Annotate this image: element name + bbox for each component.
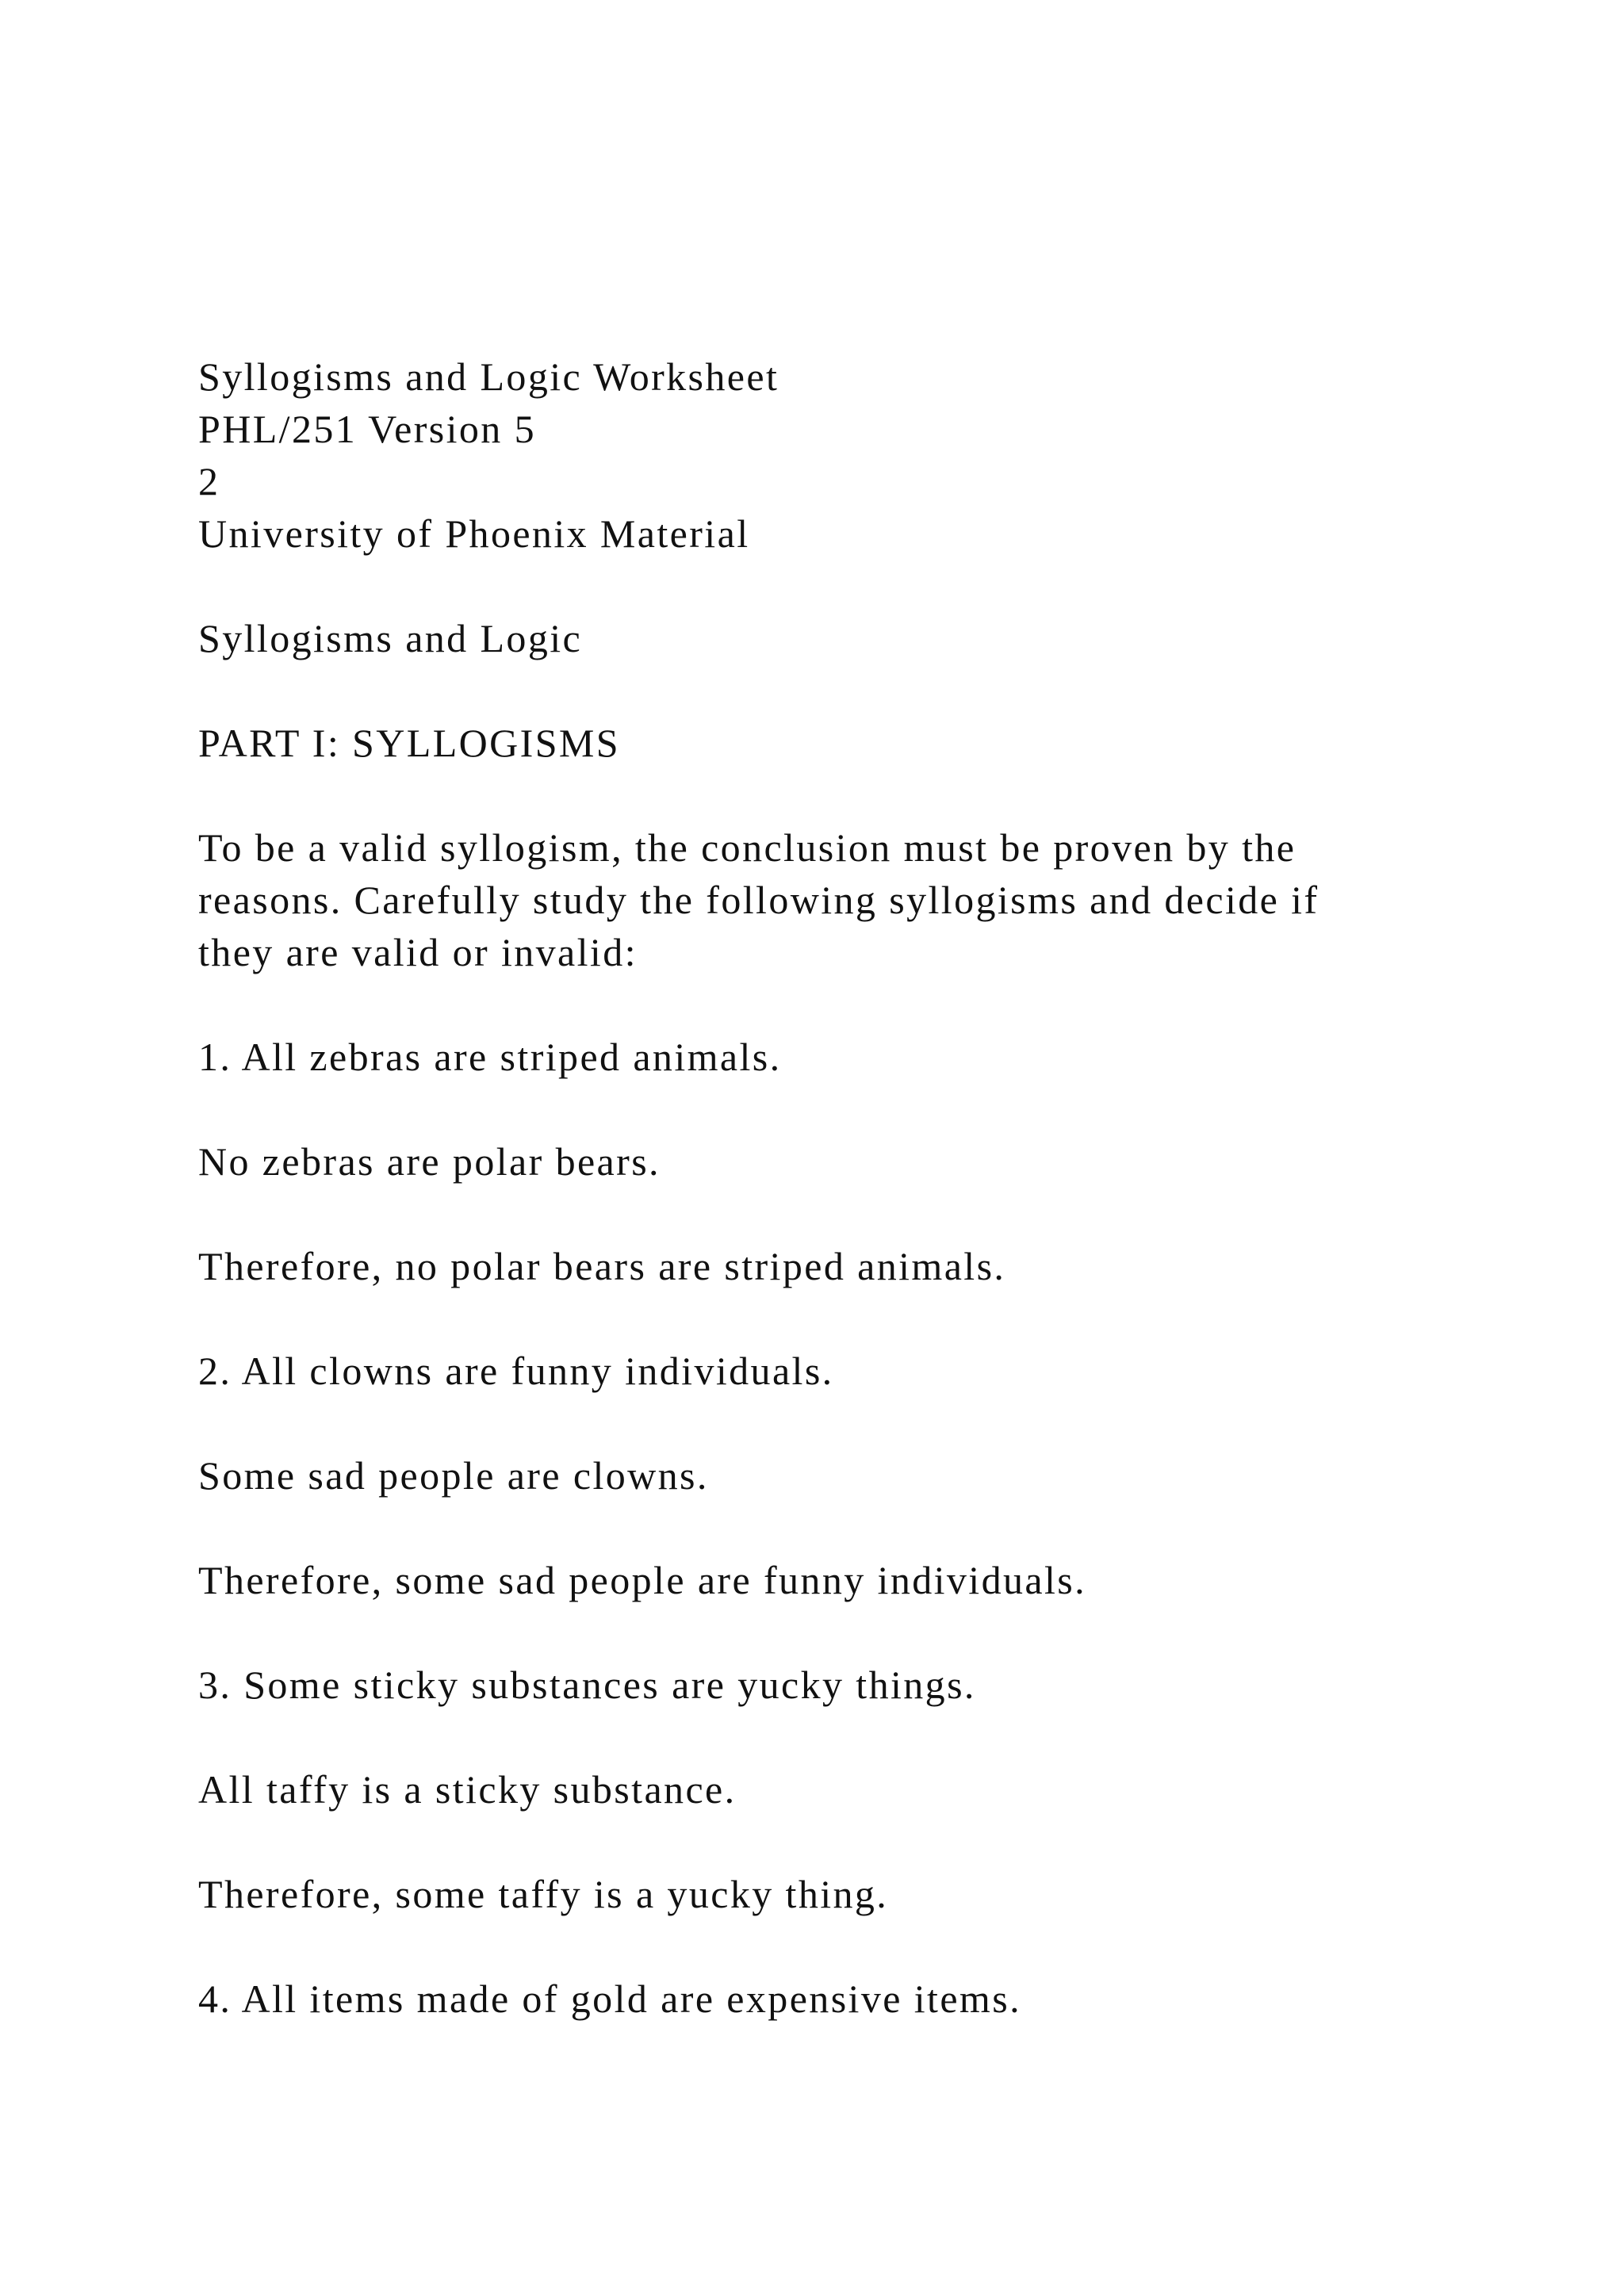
spacer: [198, 1083, 1483, 1135]
syllogism-2-premise-1: 2. All clowns are funny individuals.: [198, 1349, 834, 1393]
spacer: [198, 1502, 1483, 1554]
spacer: [198, 1606, 1483, 1659]
syllogism-1-premise-2: No zebras are polar bears.: [198, 1139, 661, 1184]
instructions-line: To be a valid syllogism, the conclusion must be proven by the: [198, 825, 1297, 870]
instructions-line: they are valid or invalid:: [198, 930, 638, 974]
syllogism-3-premise-2: All taffy is a sticky substance.: [198, 1767, 737, 1812]
spacer: [198, 560, 1483, 612]
syllogism-2-premise-2: Some sad people are clowns.: [198, 1453, 709, 1498]
section-heading: Syllogisms and Logic: [198, 616, 583, 660]
spacer: [198, 1816, 1483, 1868]
syllogism-2-conclusion: Therefore, some sad people are funny individuals.: [198, 1558, 1087, 1602]
course-code: PHL/251 Version 5: [198, 407, 537, 451]
spacer: [198, 1188, 1483, 1240]
syllogism-1-premise-1: 1. All zebras are striped animals.: [198, 1035, 782, 1079]
syllogism-1-conclusion: Therefore, no polar bears are striped animals.: [198, 1244, 1006, 1288]
worksheet-title: Syllogisms and Logic Worksheet: [198, 354, 779, 399]
spacer: [198, 978, 1483, 1031]
part-heading: PART I: SYLLOGISMS: [198, 721, 620, 765]
spacer: [198, 1920, 1483, 1973]
spacer: [198, 1397, 1483, 1449]
syllogism-4-premise-1: 4. All items made of gold are expensive items.: [198, 1976, 1021, 2021]
instructions-line: reasons. Carefully study the following syllogisms and decide if: [198, 878, 1320, 922]
spacer: [198, 769, 1483, 821]
syllogism-3-conclusion: Therefore, some taffy is a yucky thing.: [198, 1872, 889, 1916]
spacer: [198, 1292, 1483, 1345]
spacer: [198, 1711, 1483, 1763]
document-body: [198, 350, 1483, 2025]
syllogism-3-premise-1: 3. Some sticky substances are yucky things.: [198, 1663, 976, 1707]
institution-name: University of Phoenix Material: [198, 511, 750, 556]
page-number: 2: [198, 459, 220, 503]
spacer: [198, 664, 1483, 717]
